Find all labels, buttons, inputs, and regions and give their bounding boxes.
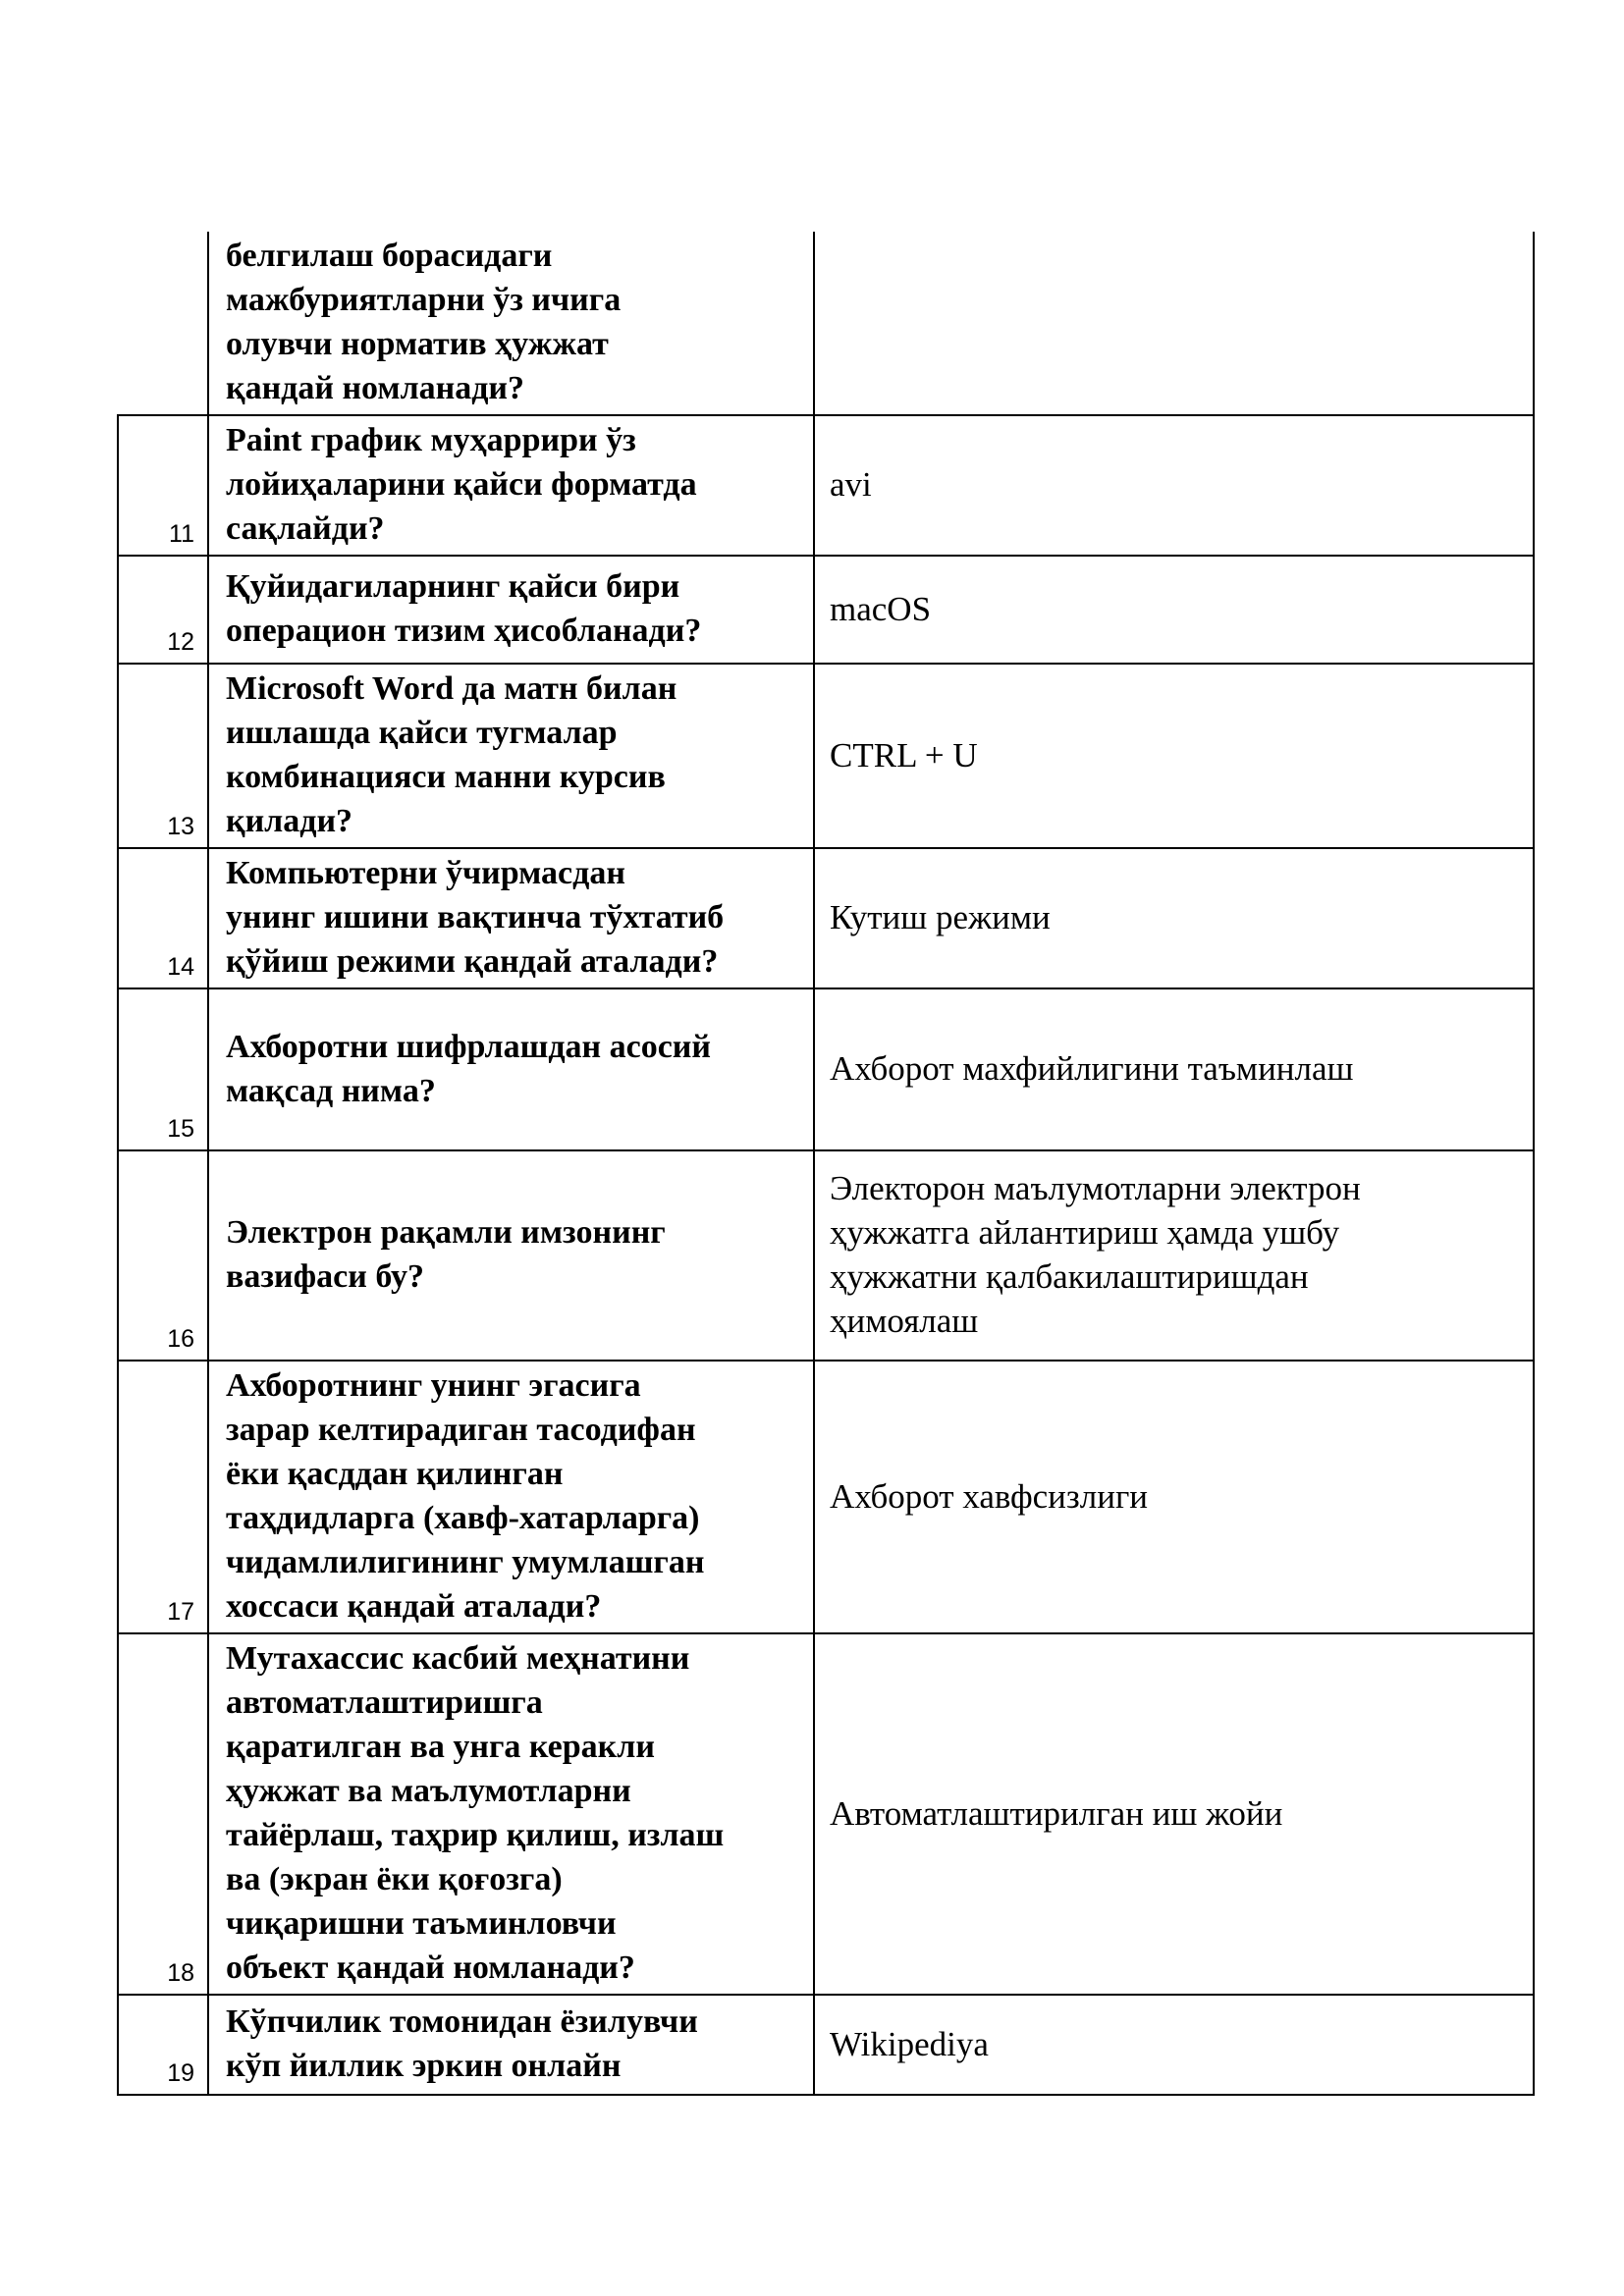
answer-text-line: Ахборот хавфсизлиги <box>830 1476 1149 1516</box>
table-row <box>118 1150 1534 1361</box>
row-number: 12 <box>118 556 208 664</box>
question-text-line: комбинацияси манни курсив <box>226 759 666 795</box>
question-cell <box>208 664 814 848</box>
question-cell <box>208 848 814 988</box>
question-text-line: Ахборотни шифрлашдан асосий <box>226 1028 711 1065</box>
table-row <box>118 1361 1534 1633</box>
row-number <box>118 232 208 415</box>
answer-text-line: ҳужжатни қалбакилаштиришдан <box>830 1257 1309 1296</box>
row-number: 19 <box>118 1995 208 2095</box>
qa-table <box>117 232 1535 2096</box>
question-text-line: унинг ишини вақтинча тўхтатиб <box>226 899 725 935</box>
question-text-line: мақсад нима? <box>226 1072 436 1109</box>
question-text-line: кўп йиллик эркин онлайн <box>226 2048 622 2084</box>
question-text-line: Электрон рақамли имзонинг <box>226 1214 666 1251</box>
question-text-line: Ахборотнинг унинг эгасига <box>226 1367 641 1404</box>
table-row <box>118 848 1534 988</box>
question-text-line: қилади? <box>226 803 353 839</box>
question-cell <box>208 1150 814 1361</box>
answer-cell <box>814 1150 1534 1361</box>
row-number: 14 <box>118 848 208 988</box>
answer-text-line: Автоматлаштирилган иш жойи <box>830 1793 1283 1833</box>
question-cell <box>208 1633 814 1995</box>
answer-cell <box>814 1361 1534 1633</box>
row-number: 17 <box>118 1361 208 1633</box>
question-text-line: қаратилган ва унга керакли <box>226 1729 655 1765</box>
answer-text-line: Кутиш режими <box>830 898 1051 936</box>
answer-cell <box>814 415 1534 556</box>
answer-cell <box>814 556 1534 664</box>
question-text-line: объект қандай номланади? <box>226 1949 635 1986</box>
question-text-line: сақлайди? <box>226 510 385 547</box>
question-text-line: чидамлилигининг умумлашган <box>226 1544 705 1580</box>
question-text-line: қандай номланади? <box>226 370 525 406</box>
question-cell <box>208 232 814 415</box>
answer-text-line: CTRL + U <box>830 735 978 774</box>
answer-cell <box>814 664 1534 848</box>
table-row <box>118 415 1534 556</box>
row-number: 15 <box>118 988 208 1150</box>
answer-cell <box>814 1633 1534 1995</box>
answer-cell <box>814 1995 1534 2095</box>
row-number: 11 <box>118 415 208 556</box>
question-text-line: Microsoft Word да матн билан <box>226 670 677 707</box>
table-row <box>118 1633 1534 1995</box>
question-text-line: ёки қасддан қилинган <box>226 1456 564 1492</box>
question-text-line: тайёрлаш, таҳрир қилиш, излаш <box>226 1817 725 1853</box>
question-text-line: Мутахассис касбий меҳнатини <box>226 1640 690 1677</box>
answer-cell <box>814 232 1534 415</box>
answer-text-line: macOS <box>830 589 932 628</box>
table-row <box>118 988 1534 1150</box>
table-row <box>118 664 1534 848</box>
question-cell <box>208 1995 814 2095</box>
question-text-line: белгилаш борасидаги <box>226 238 553 274</box>
table-row <box>118 556 1534 664</box>
answer-text-line: Электорон маълумотларни электрон <box>830 1169 1361 1207</box>
row-number: 16 <box>118 1150 208 1361</box>
question-cell <box>208 415 814 556</box>
question-text-line: операцион тизим ҳисобланади? <box>226 613 702 649</box>
row-number: 18 <box>118 1633 208 1995</box>
answer-text-line: ҳимоялаш <box>830 1302 979 1340</box>
question-cell <box>208 556 814 664</box>
question-text-line: таҳдидларга (хавф-хатарларга) <box>226 1500 700 1536</box>
question-text-line: зарар келтирадиган тасодифан <box>226 1412 696 1448</box>
question-text-line: Компьютерни ўчирмасдан <box>226 855 625 891</box>
question-text-line: лойиҳаларини қайси форматда <box>226 466 697 503</box>
table-row <box>118 1995 1534 2095</box>
question-text-line: мажбуриятларни ўз ичига <box>226 282 622 318</box>
question-text-line: ишлашда қайси тугмалар <box>226 715 618 751</box>
question-text-line: олувчи норматив ҳужжат <box>226 326 609 362</box>
answer-text-line: Wikipediya <box>830 2024 989 2063</box>
question-text-line: Кўпчилик томонидан ёзилувчи <box>226 2003 698 2040</box>
answer-text-line: avi <box>830 465 872 504</box>
answer-cell <box>814 848 1534 988</box>
question-text-line: чиқаришни таъминловчи <box>226 1905 617 1942</box>
answer-cell <box>814 988 1534 1150</box>
question-cell <box>208 988 814 1150</box>
answer-text-line: ҳужжатга айлантириш ҳамда ушбу <box>830 1213 1340 1252</box>
question-text-line: автоматлаштиришга <box>226 1684 543 1721</box>
question-cell <box>208 1361 814 1633</box>
question-text-line: вазифаси бу? <box>226 1258 425 1295</box>
question-text-line: қўйиш режими қандай аталади? <box>226 943 719 980</box>
question-text-line: хоссаси қандай аталади? <box>226 1588 602 1625</box>
question-text-line: ҳужжат ва маълумотларни <box>226 1773 631 1809</box>
question-text-line: Қуйидагиларнинг қайси бири <box>226 568 680 605</box>
table-row <box>118 232 1534 415</box>
qa-table-body <box>118 232 1534 2095</box>
question-text-line: ва (экран ёки қоғозга) <box>226 1861 563 1897</box>
question-text-line: Paint график муҳаррири ўз <box>226 422 636 458</box>
row-number: 13 <box>118 664 208 848</box>
answer-text-line: Ахборот махфийлигини таъминлаш <box>830 1049 1354 1088</box>
